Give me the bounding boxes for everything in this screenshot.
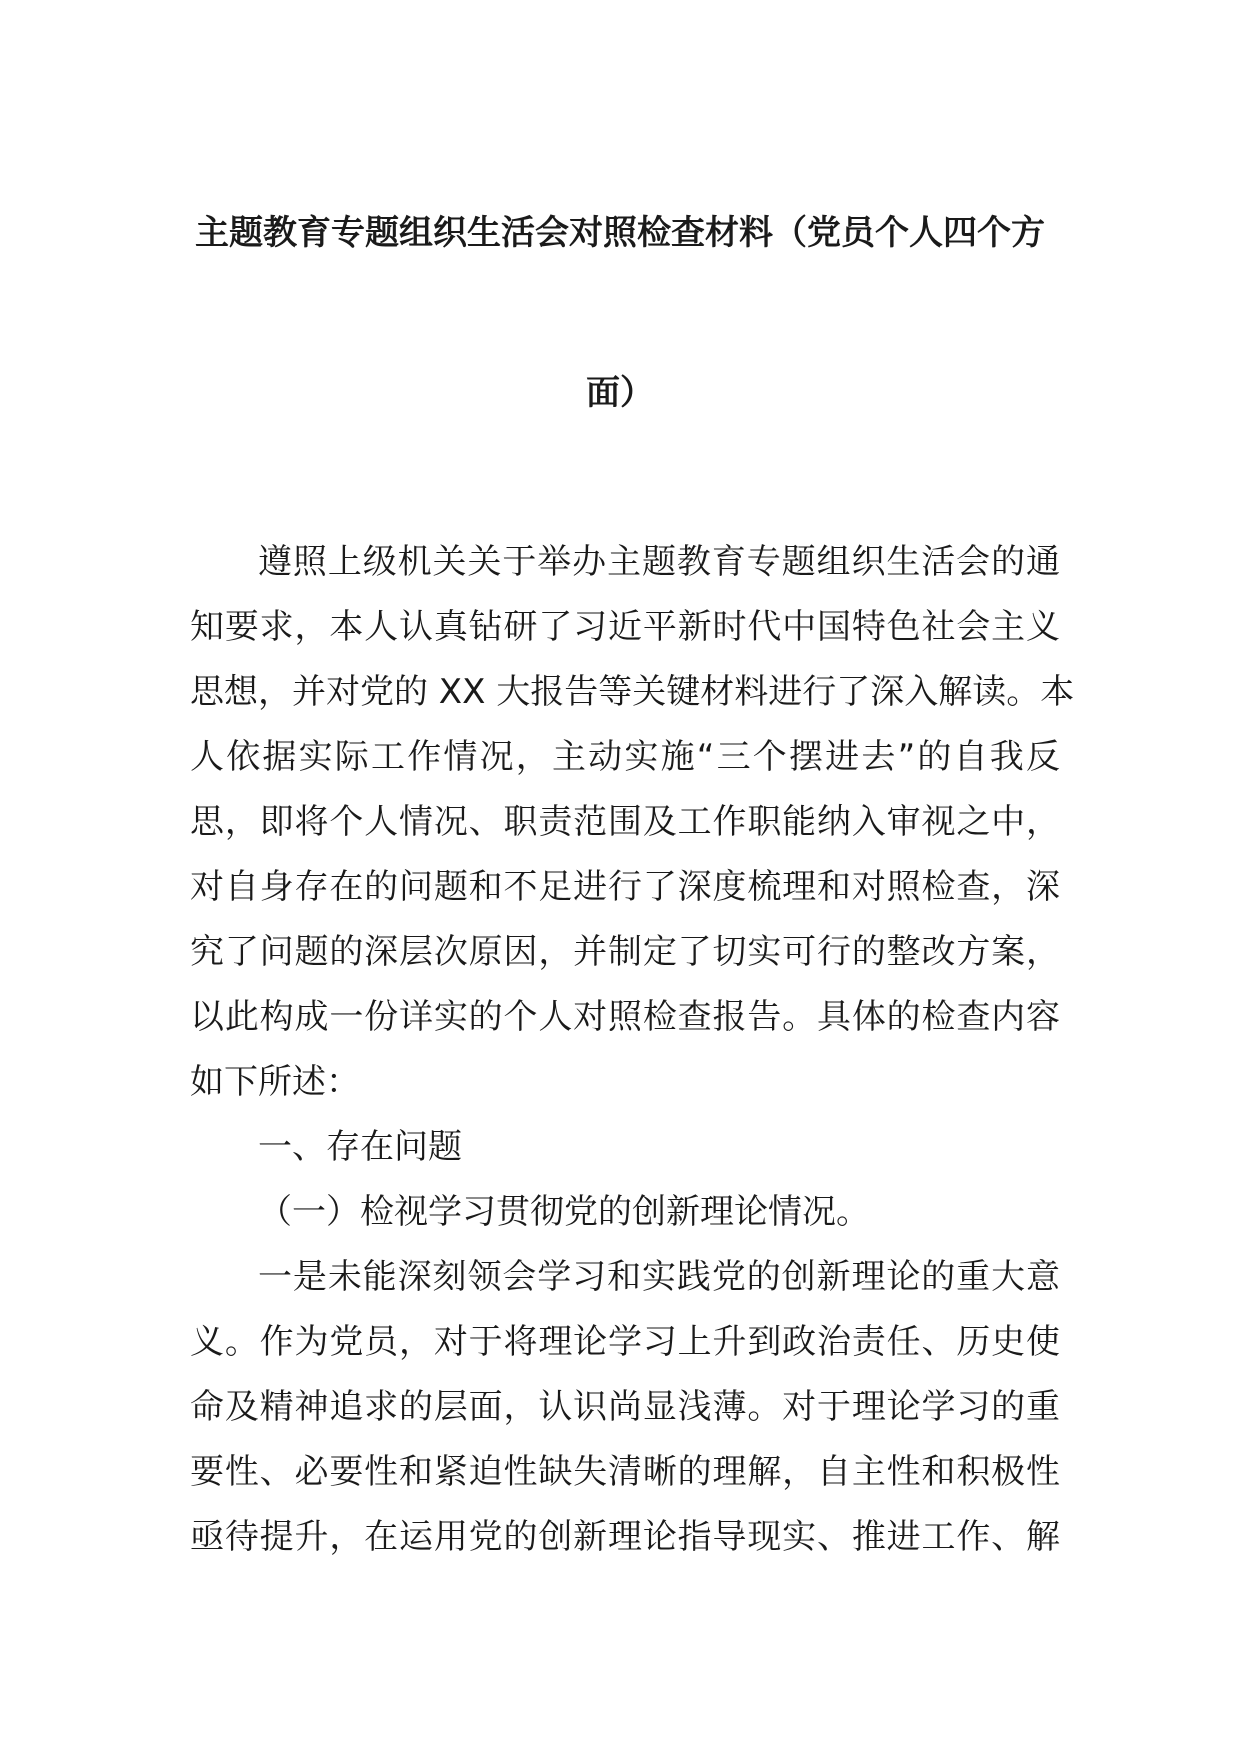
intro-line: 如下所述： [190, 1062, 360, 1102]
intro-line: 究了问题的深层次原因，并制定了切实可行的整改方案， [190, 932, 1060, 972]
intro-line: 遵照上级机关关于举办主题教育专题组织生活会的通 [258, 542, 1060, 582]
intro-line: 对自身存在的问题和不足进行了深度梳理和对照检查，深 [190, 867, 1060, 907]
point-line: 命及精神追求的层面，认识尚显浅薄。对于理论学习的重 [190, 1387, 1060, 1427]
point-line: 义。作为党员，对于将理论学习上升到政治责任、历史使 [190, 1322, 1060, 1362]
intro-line: 人依据实际工作情况，主动实施“三个摆进去”的自我反 [190, 737, 1060, 777]
intro-line: 以此构成一份详实的个人对照检查报告。具体的检查内容 [190, 997, 1060, 1037]
intro-line: 知要求，本人认真钻研了习近平新时代中国特色社会主义 [190, 607, 1060, 647]
document-title-line-1: 主题教育专题组织生活会对照检查材料（党员个人四个方 [195, 213, 1045, 253]
document-title-line-2: 面） [586, 373, 654, 413]
section-heading: 一、存在问题 [258, 1127, 462, 1167]
point-line: 亟待提升，在运用党的创新理论指导现实、推进工作、解 [190, 1517, 1060, 1557]
intro-line: 思想，并对党的 XX 大报告等关键材料进行了深入解读。本 [190, 672, 1075, 712]
point-line: 要性、必要性和紧迫性缺失清晰的理解，自主性和积极性 [190, 1452, 1060, 1492]
intro-line: 思，即将个人情况、职责范围及工作职能纳入审视之中， [190, 802, 1060, 842]
document-body [190, 530, 1075, 1570]
subsection-heading: （一）检视学习贯彻党的创新理论情况。 [258, 1192, 870, 1232]
point-line: 一是未能深刻领会学习和实践党的创新理论的重大意 [258, 1257, 1060, 1297]
